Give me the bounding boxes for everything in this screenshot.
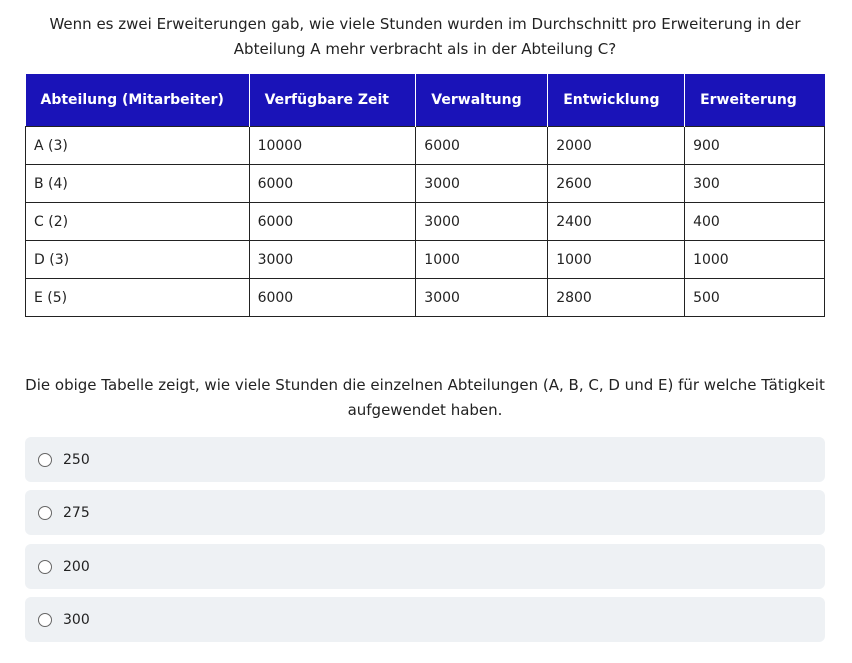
answer-option-label: 300: [63, 611, 90, 628]
header-development: Entwicklung: [548, 74, 685, 127]
table-cell: 3000: [249, 241, 416, 279]
table-cell: 1000: [548, 241, 685, 279]
table-row: [26, 279, 825, 317]
data-table: [25, 74, 825, 317]
table-description: Die obige Tabelle zeigt, wie viele Stunden die einzelnen Abteilungen (A, B, C, D und E) für welche Tätigkeit aufgewendet haben.: [25, 376, 825, 419]
table-cell: 2000: [548, 127, 685, 165]
answer-option-1[interactable]: [25, 437, 825, 482]
table-cell: C (2): [26, 203, 250, 241]
table-cell: 3000: [416, 165, 548, 203]
table-cell: 2400: [548, 203, 685, 241]
table-cell: 6000: [249, 279, 416, 317]
radio-button-icon[interactable]: [38, 560, 52, 574]
table-cell: 500: [685, 279, 825, 317]
question-text: Wenn es zwei Erweiterungen gab, wie viele Stunden wurden im Durchschnitt pro Erweiterung in der Abteilung A mehr verbracht als in der Abteilung C?: [49, 15, 801, 58]
table-cell: 400: [685, 203, 825, 241]
header-extension: Erweiterung: [685, 74, 825, 127]
table-row: [26, 127, 825, 165]
radio-button-icon[interactable]: [38, 453, 52, 467]
answer-option-2[interactable]: [25, 490, 825, 535]
answer-option-label: 200: [63, 558, 90, 575]
table-cell: 10000: [249, 127, 416, 165]
table-cell: 900: [685, 127, 825, 165]
table-cell: 3000: [416, 279, 548, 317]
header-available-time: Verfügbare Zeit: [249, 74, 416, 127]
table-cell: B (4): [26, 165, 250, 203]
table-row: [26, 241, 825, 279]
table-header-row: [26, 74, 825, 127]
table-cell: 1000: [416, 241, 548, 279]
table-cell: 6000: [249, 165, 416, 203]
table-row: [26, 203, 825, 241]
table-cell: E (5): [26, 279, 250, 317]
answer-option-3[interactable]: [25, 544, 825, 589]
table-cell: 2800: [548, 279, 685, 317]
table-cell: 6000: [416, 127, 548, 165]
answer-option-label: 250: [63, 451, 90, 468]
radio-button-icon[interactable]: [38, 613, 52, 627]
radio-button-icon[interactable]: [38, 506, 52, 520]
table-cell: 3000: [416, 203, 548, 241]
table-cell: D (3): [26, 241, 250, 279]
table-row: [26, 165, 825, 203]
table-cell: 2600: [548, 165, 685, 203]
table-cell: A (3): [26, 127, 250, 165]
answer-option-4[interactable]: [25, 597, 825, 642]
table-cell: 1000: [685, 241, 825, 279]
header-administration: Verwaltung: [416, 74, 548, 127]
header-department: Abteilung (Mitarbeiter): [26, 74, 250, 127]
table-cell: 6000: [249, 203, 416, 241]
table-cell: 300: [685, 165, 825, 203]
answer-option-label: 275: [63, 504, 90, 521]
